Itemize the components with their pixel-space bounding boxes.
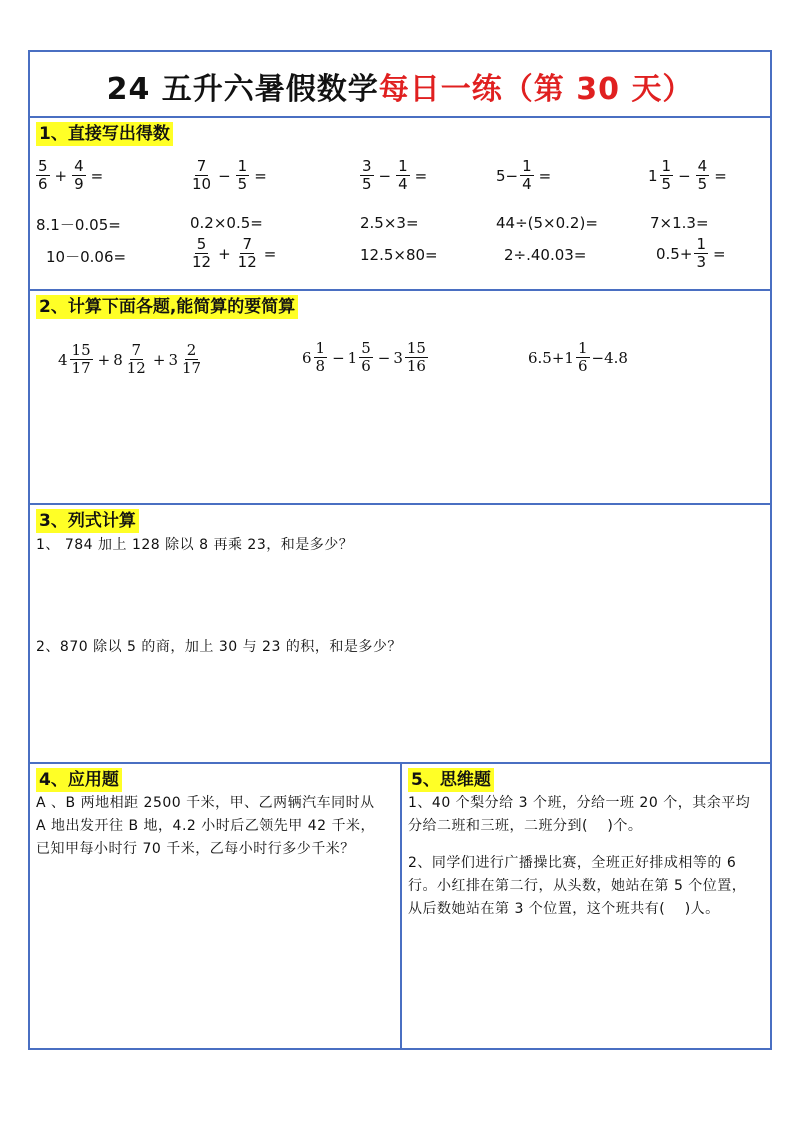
question: 7×1.3= [650,214,709,232]
problem-line: 已知甲每小时行 70 千米，乙每小时行多少千米？ [36,841,355,857]
question: $\frac{7}{10}$ − $\frac{1}{5}$ = [192,157,267,193]
question: 0.5+ $\frac{1}{3}$ = [656,235,726,271]
expression: 6.5+1 $\frac{1}{6}$ −4.8 [528,339,628,375]
question: 1、 784 加上 128 除以 8 再乘 23，和是多少？ [36,537,354,553]
expression: 6 $\frac{1}{8}$ − 1 $\frac{5}{6}$ − 3 $\frac{15}{16}$ [302,339,426,375]
question: 44÷(5×0.2)= [496,214,598,232]
problem-line: 分给二班和三班，二班分到( )个。 [408,818,643,834]
divider [400,762,402,1050]
page-title [30,64,770,108]
problem-line: 2、同学们进行广播操比赛，全班正好排成相等的 6 [408,855,737,871]
question: 12.5×80= [360,246,438,264]
title-day: 每日一练（第 30 天） [378,72,694,107]
question: 2、870 除以 5 的商，加上 30 与 23 的积，和是多少？ [36,639,402,655]
question: 8.1－0.05= [36,216,121,234]
question: 2.5×3= [360,214,419,232]
thinking-question [408,852,770,921]
thinking-question [408,792,770,838]
question: 5− $\frac{1}{4}$ = [496,157,552,193]
worksheet [28,50,772,1050]
question: 2÷.40.03= [504,246,587,264]
question: $\frac{5}{6}$ + $\frac{4}{9}$ = [38,157,104,193]
problem-line: 行。小红排在第二行，从头数，她站在第 5 个位置， [408,878,747,894]
section-4-heading: 4、应用题 [36,768,122,792]
section-1-heading: 1、直接写出得数 [36,122,173,146]
section-5-heading: 5、思维题 [408,768,494,792]
question: $\frac{5}{12}$ + $\frac{7}{12}$ = [192,235,277,271]
divider [30,116,770,118]
question: $\frac{3}{5}$ − $\frac{1}{4}$ = [362,157,428,193]
question: 0.2×0.5= [190,214,263,232]
question: 10－0.06= [46,248,127,266]
problem-line: 1、40 个梨分给 3 个班，分给一班 20 个，其余平均 [408,795,751,811]
problem-line: A 地出发开往 B 地，4.2 小时后乙领先甲 42 千米， [36,818,375,834]
section-2-heading: 2、计算下面各题,能简算的要简算 [36,295,298,319]
problem-line: 从后数她站在第 3 个位置，这个班共有( )人。 [408,901,720,917]
divider [30,503,770,505]
title-main: 24 五升六暑假数学 [106,72,379,107]
expression: 4 $\frac{15}{17}$ + 8 $\frac{7}{12}$ + 3 $\frac{2}{17}$ [58,341,202,377]
divider [30,289,770,291]
section-3-heading: 3、列式计算 [36,509,139,533]
question: 1 $\frac{1}{5}$ − $\frac{4}{5}$ = [648,157,727,193]
problem-line: A 、B 两地相距 2500 千米，甲、乙两辆汽车同时从 [36,795,375,811]
word-problem [36,792,396,861]
